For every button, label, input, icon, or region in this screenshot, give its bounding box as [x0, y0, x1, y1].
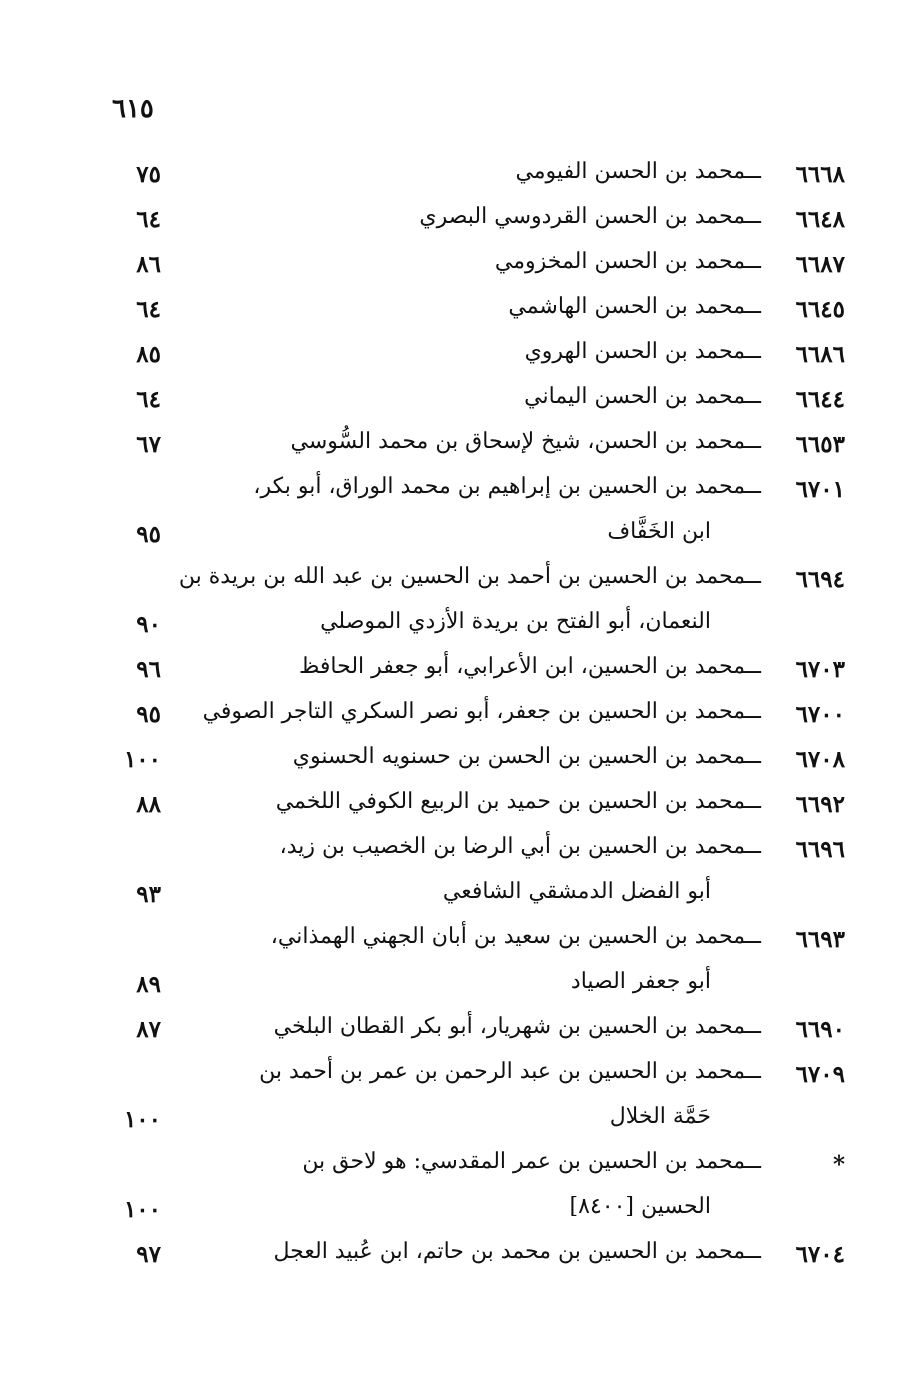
entry-name-continued: الحسين [٨٤٠٠] [569, 1194, 711, 1219]
entry-page-ref: ٨٩ [136, 971, 161, 998]
entry-number: ٦٦٩٣ [795, 926, 845, 953]
entry-number: ٦٦٨٦ [795, 341, 845, 368]
entry-page-ref: ١٠٠ [123, 746, 161, 773]
entry-name: محمد بن الحسين بن عمر المقدسي: هو لاحق بن [302, 1149, 745, 1174]
entry-dash: ـــ [741, 789, 761, 814]
index-entry [0, 740, 923, 786]
entry-number: ٦٦٩٤ [795, 566, 845, 593]
index-entry [0, 290, 923, 336]
entry-name-continued: ابن الخَفَّاف [607, 519, 711, 544]
entry-name: محمد بن الحسن الهروي [524, 339, 745, 364]
entry-page-ref: ٩٣ [136, 881, 161, 908]
index-entry [0, 695, 923, 741]
entry-name: محمد بن الحسين بن شهريار، أبو بكر القطان البلخي [273, 1014, 745, 1039]
index-entry-continuation [0, 1190, 923, 1236]
index-entry [0, 1055, 923, 1101]
entry-name-continued: حَمَّة الخلال [609, 1104, 711, 1129]
entry-page-ref: ٩٦ [136, 656, 161, 683]
entry-name: محمد بن الحسين بن جعفر، أبو نصر السكري التاجر الصوفي [202, 699, 745, 724]
entry-name-continued: أبو جعفر الصياد [570, 969, 711, 994]
entry-page-ref: ٨٧ [136, 1016, 161, 1043]
page-number: ٦١٥ [112, 94, 154, 124]
entry-name-continued: النعمان، أبو الفتح بن بريدة الأزدي الموصلي [320, 609, 711, 634]
entry-dash: ـــ [741, 339, 761, 364]
index-entry [0, 920, 923, 966]
entry-name: محمد بن الحسين، ابن الأعرابي، أبو جعفر الحافظ [299, 654, 745, 679]
entry-dash: ـــ [741, 564, 761, 589]
entry-name: محمد بن الحسين بن سعيد بن أبان الجهني الهمذاني، [270, 924, 745, 949]
entry-dash: ـــ [741, 834, 761, 859]
entry-name: محمد بن الحسن اليماني [524, 384, 745, 409]
entry-number: ٦٦٤٥ [795, 296, 845, 323]
index-entry-continuation [0, 965, 923, 1011]
entry-number: ٦٦٦٨ [795, 161, 845, 188]
index-entry-continuation [0, 515, 923, 561]
index-entry [0, 335, 923, 381]
entry-marker: * [832, 1151, 845, 1178]
entry-dash: ـــ [741, 1239, 761, 1264]
entry-page-ref: ٦٧ [136, 431, 161, 458]
entry-page-ref: ٩٥ [136, 521, 161, 548]
entry-page-ref: ٧٥ [136, 161, 161, 188]
index-entry [0, 650, 923, 696]
entry-name: محمد بن الحسين بن إبراهيم بن محمد الوراق، أبو بكر، [253, 474, 745, 499]
entry-name: محمد بن الحسين بن محمد بن حاتم، ابن عُبيد العجل [273, 1239, 745, 1264]
index-entry [0, 470, 923, 516]
entry-page-ref: ٦٤ [136, 206, 161, 233]
entry-name: محمد بن الحسن الفيومي [515, 159, 745, 184]
index-entry-continuation [0, 605, 923, 651]
entry-name: محمد بن الحسن الهاشمي [508, 294, 745, 319]
index-entry [0, 245, 923, 291]
entry-number: ٦٧٠٨ [795, 746, 845, 773]
entry-dash: ـــ [741, 429, 761, 454]
entry-dash: ـــ [741, 159, 761, 184]
entry-page-ref: ٩٠ [136, 611, 161, 638]
entry-page-ref: ١٠٠ [123, 1106, 161, 1133]
index-entry [0, 155, 923, 201]
entry-page-ref: ١٠٠ [123, 1196, 161, 1223]
entry-dash: ـــ [741, 1059, 761, 1084]
entry-dash: ـــ [741, 249, 761, 274]
entry-dash: ـــ [741, 474, 761, 499]
entry-page-ref: ٩٥ [136, 701, 161, 728]
entry-page-ref: ٦٤ [136, 386, 161, 413]
index-entry [0, 1145, 923, 1191]
entry-number: ٦٦٩٠ [795, 1016, 845, 1043]
entry-dash: ـــ [741, 1149, 761, 1174]
index-entry [0, 830, 923, 876]
entry-name: محمد بن الحسين بن أحمد بن الحسين بن عبد الله بن بريدة بن [178, 564, 745, 589]
entry-name: محمد بن الحسين بن أبي الرضا بن الخصيب بن زيد، [279, 834, 745, 859]
entry-page-ref: ٨٦ [136, 251, 161, 278]
entry-dash: ـــ [741, 744, 761, 769]
entry-number: ٦٦٥٣ [795, 431, 845, 458]
entry-name-continued: أبو الفضل الدمشقي الشافعي [442, 879, 711, 904]
entry-name: محمد بن الحسن القردوسي البصري [419, 204, 745, 229]
index-entry [0, 1010, 923, 1056]
entry-dash: ـــ [741, 294, 761, 319]
entry-name: محمد بن الحسين بن الحسن بن حسنويه الحسنوي [292, 744, 745, 769]
entry-page-ref: ٦٤ [136, 296, 161, 323]
entry-number: ٦٧٠٣ [795, 656, 845, 683]
index-entry [0, 380, 923, 426]
entry-dash: ـــ [741, 654, 761, 679]
entry-page-ref: ٨٥ [136, 341, 161, 368]
entry-dash: ـــ [741, 1014, 761, 1039]
entry-dash: ـــ [741, 924, 761, 949]
entry-name: محمد بن الحسين بن حميد بن الربيع الكوفي اللخمي [275, 789, 745, 814]
entry-number: ٦٧٠١ [795, 476, 845, 503]
entry-page-ref: ٩٧ [136, 1241, 161, 1268]
entry-number: ٦٦٩٦ [795, 836, 845, 863]
index-entry [0, 425, 923, 471]
index-entry [0, 1235, 923, 1281]
entry-number: ٦٦٤٨ [795, 206, 845, 233]
index-entry [0, 560, 923, 606]
entry-dash: ـــ [741, 699, 761, 724]
entry-page-ref: ٨٨ [136, 791, 161, 818]
entry-name: محمد بن الحسن المخزومي [494, 249, 745, 274]
entry-number: ٦٦٩٢ [795, 791, 845, 818]
entry-name: محمد بن الحسين بن عبد الرحمن بن عمر بن أحمد بن [259, 1059, 745, 1084]
entry-number: ٦٧٠٤ [795, 1241, 845, 1268]
index-entry-continuation [0, 875, 923, 921]
index-entry-continuation [0, 1100, 923, 1146]
entry-dash: ـــ [741, 384, 761, 409]
entry-number: ٦٧٠٠ [795, 701, 845, 728]
entry-number: ٦٦٨٧ [795, 251, 845, 278]
index-entry [0, 785, 923, 831]
entry-number: ٦٧٠٩ [795, 1061, 845, 1088]
entry-dash: ـــ [741, 204, 761, 229]
index-entry [0, 200, 923, 246]
entry-name: محمد بن الحسن، شيخ لإسحاق بن محمد السُّوسي [290, 429, 745, 454]
entry-number: ٦٦٤٤ [795, 386, 845, 413]
